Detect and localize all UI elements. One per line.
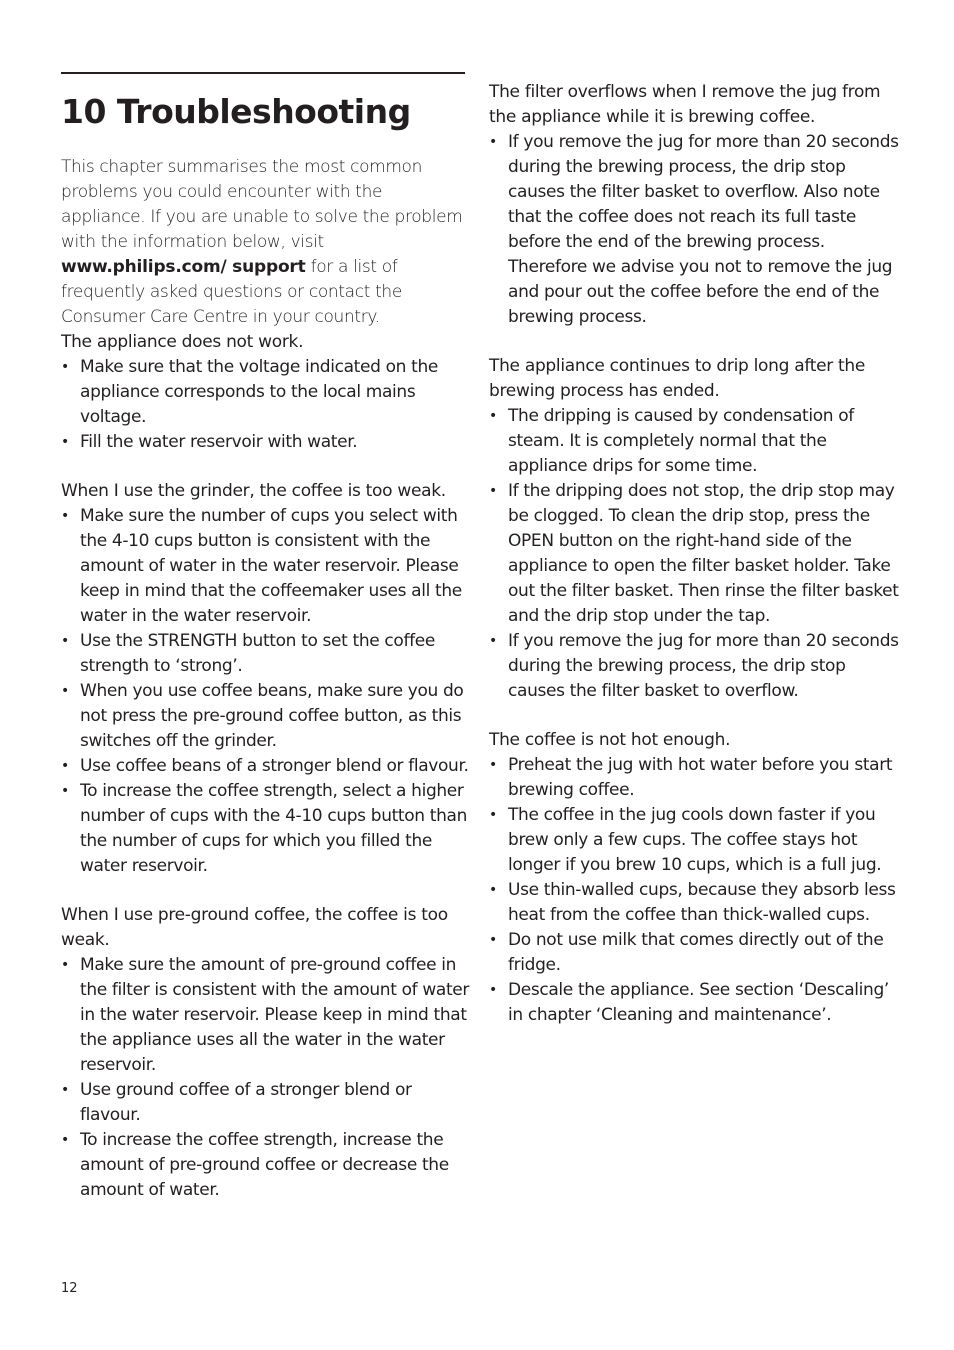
list-item: • Use coffee beans of a stronger blend or flavour. xyxy=(61,754,471,779)
list-item: • Make sure that the voltage indicated on the appliance corresponds to the local mains voltage. xyxy=(61,355,471,430)
bullet-list xyxy=(489,404,899,704)
list-item: • Use ground coffee of a stronger blend or flavour. xyxy=(61,1078,471,1128)
list-item: • Fill the water reservoir with water. xyxy=(61,430,471,455)
section-heading: The filter overflows when I remove the jug from the appliance while it is brewing coffee. xyxy=(489,82,881,127)
chapter-intro xyxy=(61,155,471,330)
section-heading: When I use the grinder, the coffee is too weak. xyxy=(61,481,446,501)
bullet-list xyxy=(61,504,471,879)
list-item: • Use thin-walled cups, because they absorb less heat from the coffee than thick-walled cups. xyxy=(489,878,899,928)
section-coffee-not-hot xyxy=(489,728,899,1028)
list-item: • Descale the appliance. See section ‘Descaling’ in chapter ‘Cleaning and maintenance’. xyxy=(489,978,899,1028)
list-item: • To increase the coffee strength, increase the amount of pre-ground coffee or decrease the amount of water. xyxy=(61,1128,471,1203)
intro-text-end: for a list of frequently asked questions or contact the Consumer Care Centre in your country. xyxy=(61,257,402,327)
list-item: • The dripping is caused by condensation of steam. It is completely normal that the appliance drips for some time. xyxy=(489,404,899,479)
section-heading: The appliance does not work. xyxy=(61,332,304,352)
list-item: • Make sure the amount of pre-ground coffee in the filter is consistent with the amount of water in the water reservoir. Please keep in mind that the appliance uses all the water in the water reservoir. xyxy=(61,953,471,1078)
section-appliance-not-working xyxy=(61,330,471,455)
bullet-list xyxy=(489,130,899,330)
section-heading: The appliance continues to drip long after the brewing process has ended. xyxy=(489,356,866,401)
list-item: • Use the STRENGTH button to set the coffee strength to ‘strong’. xyxy=(61,629,471,679)
section-continues-to-drip xyxy=(489,354,899,704)
section-grinder-coffee-weak xyxy=(61,479,471,879)
list-item: • If you remove the jug for more than 20 seconds during the brewing process, the drip stop causes the filter basket to overflow. xyxy=(489,629,899,704)
list-item: • To increase the coffee strength, select a higher number of cups with the 4-10 cups button than the number of cups for which you filled the water reservoir. xyxy=(61,779,471,879)
list-item: • Make sure the number of cups you select with the 4-10 cups button is consistent with the amount of water in the water reservoir. Please keep in mind that the coffeemaker uses all the water in the water reservoir. xyxy=(61,504,471,629)
chapter-title: 10 Troubleshooting xyxy=(61,92,411,131)
section-heading: The coffee is not hot enough. xyxy=(489,730,731,750)
chapter-rule xyxy=(61,72,465,74)
section-filter-overflows xyxy=(489,80,899,330)
list-item: • If the dripping does not stop, the drip stop may be clogged. To clean the drip stop, press the OPEN button on the right-hand side of the appliance to open the filter basket holder. Take out the filter basket. Then rinse the filter basket and the drip stop under the tap. xyxy=(489,479,899,629)
bullet-list xyxy=(61,355,471,455)
list-item: • The coffee in the jug cools down faster if you brew only a few cups. The coffee stays hot longer if you brew 10 cups, which is a full jug. xyxy=(489,803,899,878)
support-link[interactable]: www.philips.com/ support xyxy=(61,257,306,277)
section-heading: When I use pre-ground coffee, the coffee is too weak. xyxy=(61,905,448,950)
page-number: 12 xyxy=(61,1281,78,1296)
list-item: • Do not use milk that comes directly out of the fridge. xyxy=(489,928,899,978)
list-item: • When you use coffee beans, make sure you do not press the pre-ground coffee button, as this switches off the grinder. xyxy=(61,679,471,754)
intro-text-start: This chapter summarises the most common problems you could encounter with the appliance. If you are unable to solve the problem with the information below, visit xyxy=(61,157,463,252)
list-item: • Preheat the jug with hot water before you start brewing coffee. xyxy=(489,753,899,803)
list-item: • If you remove the jug for more than 20 seconds during the brewing process, the drip stop causes the filter basket to overflow. Also note that the coffee does not reach its full taste before the end of the brewing process. Therefore we advise you not to remove the jug and pour out the coffee before the end of the brewing process. xyxy=(489,130,899,330)
bullet-list xyxy=(61,953,471,1203)
bullet-list xyxy=(489,753,899,1028)
section-preground-coffee-weak xyxy=(61,903,471,1203)
